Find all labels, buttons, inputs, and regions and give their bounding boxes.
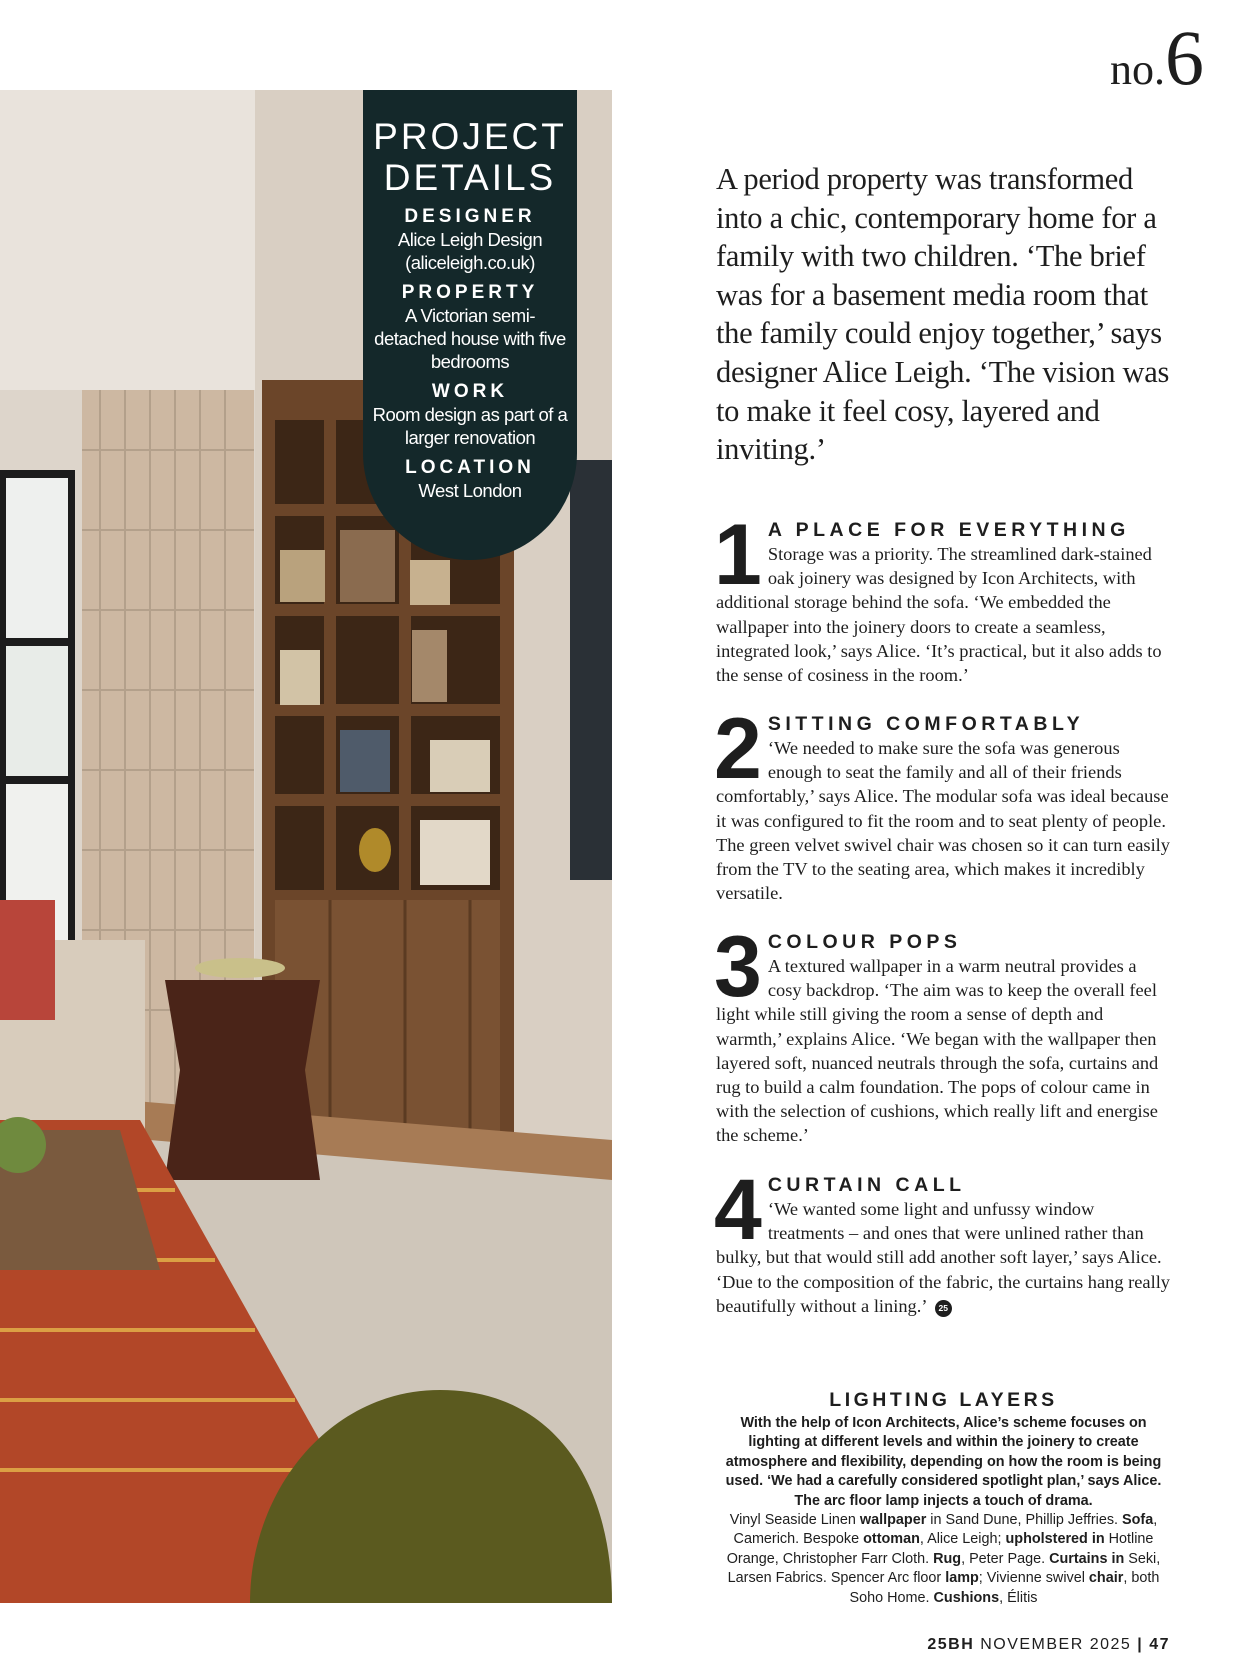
project-details-title-line2: DETAILS — [383, 157, 557, 198]
point-2-heading: SITTING COMFORTABLY — [767, 713, 1085, 735]
property-value: A Victorian semi-detached house with five bedrooms — [374, 305, 566, 372]
point-4-heading: CURTAIN CALL — [767, 1174, 966, 1196]
project-details-title-line1: PROJECT — [373, 116, 567, 157]
project-details-title — [363, 116, 577, 198]
credit-run: chair — [1088, 1570, 1124, 1587]
point-3-text: A textured wallpaper in a warm neutral provides a cosy backdrop. ‘The aim was to keep the overall feel light while still giving the room a sense of depth and warmth,’ explains Alice. ‘We began with the wallpaper then layered soft, nuanced neutrals through the sofa, curtains and rug to build a calm foundation. The pops of colour came in with the selection of cushions, which really lift and energise the scheme.’ — [716, 956, 1159, 1146]
credit-run: in Sand Dune, Phillip Jeffries. — [926, 1512, 1123, 1529]
point-4 — [714, 1162, 1171, 1318]
designer-value: Alice Leigh Design (aliceleigh.co.uk) — [397, 229, 543, 273]
work-label: WORK — [431, 381, 509, 402]
property-label: PROPERTY — [401, 282, 539, 303]
issue-number-prefix: no. — [1110, 45, 1165, 94]
lighting-title: LIGHTING LAYERS — [829, 1389, 1058, 1411]
work-value: Room design as part of a larger renovation — [372, 404, 568, 448]
point-2-number: 2 — [714, 701, 762, 797]
footer-issue: NOVEMBER 2025 — [980, 1636, 1132, 1653]
lighting-box — [716, 1386, 1171, 1608]
credit-run: Cushions — [933, 1589, 1000, 1606]
footer-separator: | — [1137, 1636, 1144, 1653]
credit-run: upholstered in — [1005, 1531, 1105, 1548]
credit-run: , Alice Leigh; — [919, 1531, 1006, 1548]
point-1-text: Storage was a priority. The streamlined dark-stained oak joinery was designed by Icon Architects, with additional storage behind the sofa. ‘We embedded the wallpaper into the joinery doors to create a seamless, integrated look,’ says Alice. ‘It’s practical, but it also adds to the sense of cosiness in the room.’ — [716, 544, 1162, 686]
point-1-number: 1 — [714, 507, 762, 603]
footer-page-number: 47 — [1149, 1636, 1170, 1653]
credit-run: wallpaper — [859, 1512, 927, 1529]
credit-run: , Camerich. Bespoke — [733, 1512, 1158, 1548]
issue-number — [1110, 14, 1204, 101]
point-2-text: ‘We needed to make sure the sofa was generous enough to seat the family and all of their friends comfortably,’ says Alice. The modular sofa was ideal because it was configured to fit the room and to seat plenty of people. The green velvet swivel chair was chosen so it can turn easily from the TV to the seating area, which makes it incredibly versatile. — [716, 738, 1170, 904]
credit-run: Hotline Orange, Christopher Farr Cloth. — [726, 1531, 1154, 1567]
credit-run: Vinyl Seaside Linen — [729, 1512, 860, 1529]
property-block — [363, 281, 577, 373]
point-1-heading: A PLACE FOR EVERYTHING — [767, 519, 1130, 541]
credit-run: , Élitis — [999, 1589, 1038, 1606]
credit-run: Curtains in — [1049, 1550, 1125, 1567]
work-block — [363, 380, 577, 449]
credit-run: ; Vivienne swivel — [978, 1570, 1089, 1587]
point-3-number: 3 — [714, 919, 762, 1015]
credit-run: lamp — [945, 1570, 979, 1587]
point-1 — [714, 507, 1171, 687]
lighting-body: With the help of Icon Architects, Alice’s scheme focuses on lighting at different levels and within the joinery to create atmosphere and flexibility, depending on how the room is being used. ‘We had a carefully considered spotlight plan,’ says Alice. The arc floor lamp injects a touch of drama. — [725, 1415, 1162, 1509]
point-3 — [714, 919, 1171, 1148]
designer-label: DESIGNER — [404, 206, 536, 227]
page-footer — [927, 1636, 1170, 1654]
lighting-credits — [716, 1511, 1171, 1608]
credit-run: , both Soho Home. — [849, 1570, 1160, 1606]
location-label: LOCATION — [405, 457, 535, 478]
credit-run: Seki, Larsen Fabrics. Spencer Arc floor — [727, 1550, 1161, 1587]
footer-brand: 25BH — [927, 1636, 975, 1653]
credit-run: Rug — [933, 1550, 962, 1567]
location-value: West London — [418, 480, 522, 501]
project-details-badge — [363, 90, 577, 560]
issue-number-value: 6 — [1165, 14, 1204, 101]
end-mark-text: 25 — [938, 1302, 948, 1313]
point-4-text: ‘We wanted some light and unfussy window treatments – and ones that were unlined rather than bulky, but that would still add another soft layer,’ says Alice. ‘Due to the composition of the fabric, the curtains hang really beautifully without a lining.’ — [716, 1199, 1171, 1316]
point-4-number: 4 — [714, 1162, 762, 1258]
end-mark-icon — [935, 1300, 952, 1317]
credit-run: Sofa — [1122, 1512, 1154, 1529]
intro-paragraph: A period property was transformed into a chic, contemporary home for a family with two children. ‘The brief was for a basement media room that the family could enjoy together,’ says designer Alice Leigh. ‘The vision was to make it feel cosy, layered and inviting.’ — [716, 162, 1170, 467]
point-3-heading: COLOUR POPS — [767, 931, 962, 953]
point-2 — [714, 701, 1171, 905]
credit-run: ottoman — [863, 1531, 920, 1548]
location-block — [363, 456, 577, 502]
designer-block — [363, 205, 577, 274]
credit-run: , Peter Page. — [961, 1550, 1050, 1567]
